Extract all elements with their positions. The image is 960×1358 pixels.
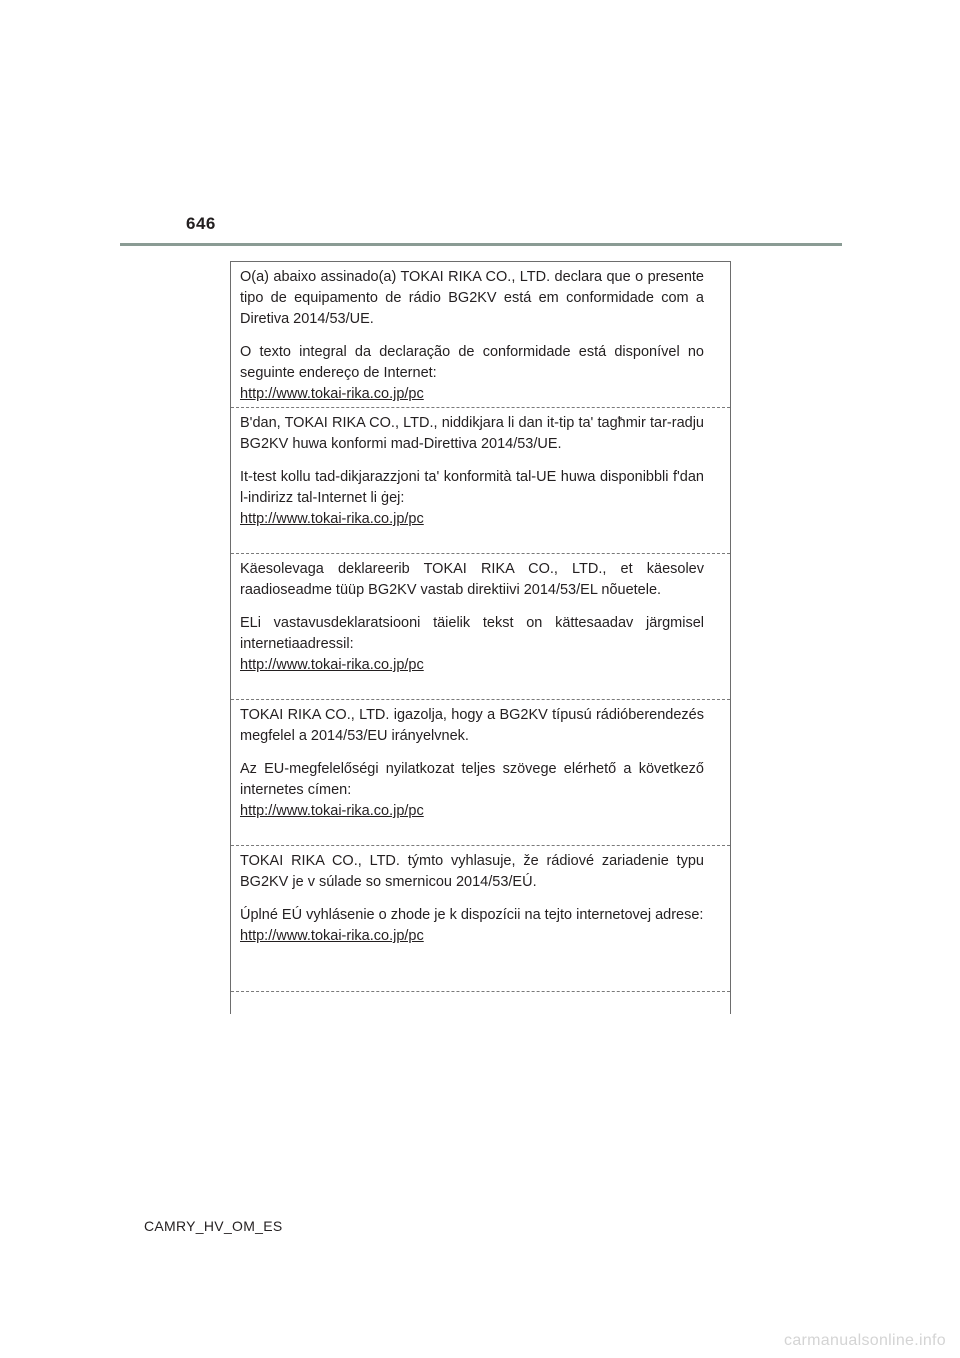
declaration-section-maltese [231,408,730,554]
declaration-section-portuguese [231,262,730,408]
watermark: carmanualsonline.info [784,1332,946,1349]
availability-text [240,467,704,530]
availability-label: It-test kollu tad-dikjarazzjoni ta' konformità tal-UE huwa disponibbli f'dan l-indirizz tal-Internet li ġej: [240,469,704,506]
declaration-text: O(a) abaixo assinado(a) TOKAI RIKA CO., LTD. declara que o presente tipo de equipamento de rádio BG2KV está em conformidade com a Diretiva 2014/53/UE. [240,269,704,327]
availability-label: O texto integral da declaração de conformidade está disponível no seguinte endereço de Internet: [240,344,704,381]
availability-text [240,759,704,822]
declaration-text: Käesolevaga deklareerib TOKAI RIKA CO., LTD., et käesolev raadioseadme tüüp BG2KV vastab direktiivi 2014/53/EL nõuetele. [240,561,704,598]
availability-text [240,613,704,676]
declaration-link[interactable]: http://www.tokai-rika.co.jp/pc [240,386,424,402]
declaration-link[interactable]: http://www.tokai-rika.co.jp/pc [240,511,424,527]
page-number: 646 [186,214,216,233]
availability-label: ELi vastavusdeklaratsiooni täielik tekst on kättesaadav järgmisel internetiaadressil: [240,615,704,652]
availability-label: Az EU-megfelelőségi nyilatkozat teljes szövege elérhető a következő internetes címen: [240,761,704,798]
declaration-text: B'dan, TOKAI RIKA CO., LTD., niddikjara li dan it-tip ta' tagħmir tar-radju BG2KV huwa konformi mad-Direttiva 2014/53/UE. [240,415,704,452]
availability-text [240,342,704,405]
availability-text [240,905,704,947]
declaration-link[interactable]: http://www.tokai-rika.co.jp/pc [240,928,424,944]
availability-label: Úplné EÚ vyhlásenie o zhode je k dispozícii na tejto internetovej adrese: [240,907,704,923]
declaration-link[interactable]: http://www.tokai-rika.co.jp/pc [240,657,424,673]
declaration-text: TOKAI RIKA CO., LTD. týmto vyhlasuje, že rádiové zariadenie typu BG2KV je v súlade so smernicou 2014/53/EÚ. [240,853,704,890]
declaration-section-estonian [231,554,730,700]
footer-manual-code: CAMRY_HV_OM_ES [144,1218,283,1234]
declaration-section-slovak [231,846,730,992]
declaration-box [230,261,731,1014]
declaration-section-hungarian [231,700,730,846]
declaration-text: TOKAI RIKA CO., LTD. igazolja, hogy a BG2KV típusú rádióberendezés megfelel a 2014/53/EU irányelvnek. [240,707,704,744]
declaration-link[interactable]: http://www.tokai-rika.co.jp/pc [240,803,424,819]
header-rule [120,243,842,246]
